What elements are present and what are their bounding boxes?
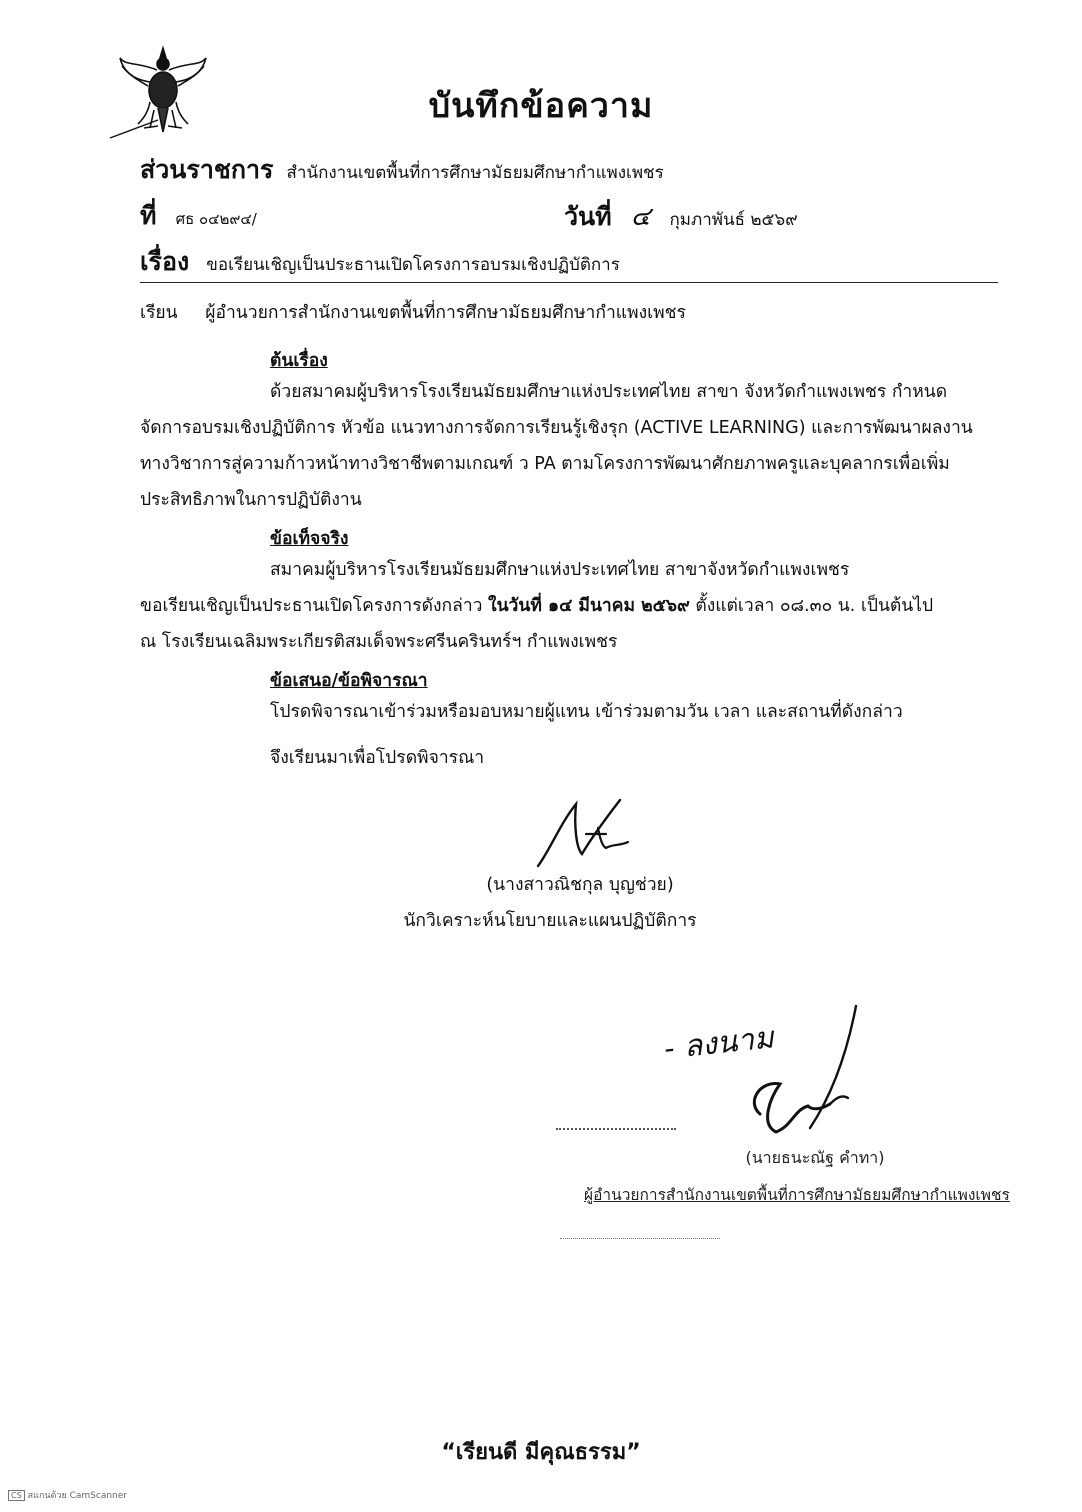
- approver-signature-icon: [660, 998, 870, 1168]
- signer-position: นักวิเคราะห์นโยบายและแผนปฏิบัติการ: [403, 911, 697, 931]
- signature-mark-icon: [530, 790, 640, 872]
- ref-label: ที่: [140, 201, 157, 230]
- facts-line-2-pre: ขอเรียนเชิญเป็นประธานเปิดโครงการดังกล่าว: [140, 596, 489, 616]
- school-motto: “เรียนดี มีคุณธรรม”: [441, 1440, 641, 1465]
- date-value: กุมภาพันธ์ ๒๕๖๙: [669, 210, 798, 230]
- proposal-line: โปรดพิจารณาเข้าร่วมหรือมอบหมายผู้แทน เข้าร่วมตามวัน เวลา และสถานที่ดังกล่าว: [270, 702, 903, 722]
- camscanner-logo-icon: CS: [8, 1490, 25, 1501]
- background-line-2: จัดการอบรมเชิงปฏิบัติการ หัวข้อ แนวทางการจัดการเรียนรู้เชิงรุก (ACTIVE LEARNING) และการพัฒนาผลงาน: [140, 418, 973, 438]
- ref-row: [140, 196, 257, 236]
- date-label: วันที่: [564, 202, 612, 231]
- header-divider: [140, 282, 998, 283]
- facts-line-2-post: ตั้งแต่เวลา ๐๘.๓๐ น. เป็นต้นไป: [689, 596, 934, 616]
- facts-heading: ข้อเท็จจริง: [270, 529, 349, 549]
- facts-line-2: [140, 588, 933, 624]
- background-line-4: ประสิทธิภาพในการปฏิบัติงาน: [140, 490, 362, 510]
- ref-value: ศธ ๐๔๒๙๔/: [175, 210, 257, 228]
- proposal-heading: ข้อเสนอ/ข้อพิจารณา: [270, 671, 428, 691]
- agency-label: ส่วนราชการ: [140, 155, 274, 184]
- signer-name: (นางสาวณิชกุล บุญช่วย): [486, 875, 674, 895]
- date-day: ๔: [630, 202, 651, 232]
- document-title: บันทึกข้อความ: [428, 86, 654, 126]
- subject-value: ขอเรียนเชิญเป็นประธานเปิดโครงการอบรมเชิงปฏิบัติการ: [206, 255, 620, 275]
- to-value: ผู้อำนวยการสำนักงานเขตพื้นที่การศึกษามัธยมศึกษากำแพงเพชร: [205, 303, 686, 323]
- agency-value: สำนักงานเขตพื้นที่การศึกษามัธยมศึกษากำแพงเพชร: [286, 163, 664, 183]
- subject-label: เรื่อง: [140, 247, 190, 276]
- scan-artifact-line: [560, 1238, 720, 1239]
- subject-row: [140, 242, 1002, 282]
- to-row: [140, 295, 686, 331]
- approval-note: - ลงนาม: [662, 1020, 776, 1067]
- approver-name: (นายธนะณัฐ คำทา): [745, 1148, 885, 1167]
- background-line-1: ด้วยสมาคมผู้บริหารโรงเรียนมัธยมศึกษาแห่งประเทศไทย สาขา จังหวัดกำแพงเพชร กำหนด: [270, 382, 948, 402]
- scanner-mark-text: สแกนด้วย CamScanner: [27, 1491, 127, 1501]
- background-line-3: ทางวิชาการสู่ความก้าวหน้าทางวิชาชีพตามเกณฑ์ ว PA ตามโครงการพัฒนาศักยภาพครูและบุคลากรเพื่อเพิ่ม: [140, 454, 950, 474]
- facts-line-3: ณ โรงเรียนเฉลิมพระเกียรติสมเด็จพระศรีนครินทร์ฯ กำแพงเพชร: [140, 632, 618, 652]
- event-date: ในวันที่ ๑๔ มีนาคม ๒๕๖๙: [488, 596, 690, 616]
- scan-artifact-line: [556, 1128, 676, 1130]
- background-heading: ต้นเรื่อง: [270, 351, 328, 371]
- date-row: [564, 196, 798, 237]
- scanner-watermark: [8, 1488, 127, 1502]
- closing-line: จึงเรียนมาเพื่อโปรดพิจารณา: [270, 748, 485, 768]
- agency-row: [140, 150, 1002, 190]
- to-label: เรียน: [140, 303, 178, 323]
- approver-position: ผู้อำนวยการสำนักงานเขตพื้นที่การศึกษามัธยมศึกษากำแพงเพชร: [584, 1186, 1010, 1204]
- facts-line-1: สมาคมผู้บริหารโรงเรียนมัธยมศึกษาแห่งประเทศไทย สาขาจังหวัดกำแพงเพชร: [270, 560, 850, 580]
